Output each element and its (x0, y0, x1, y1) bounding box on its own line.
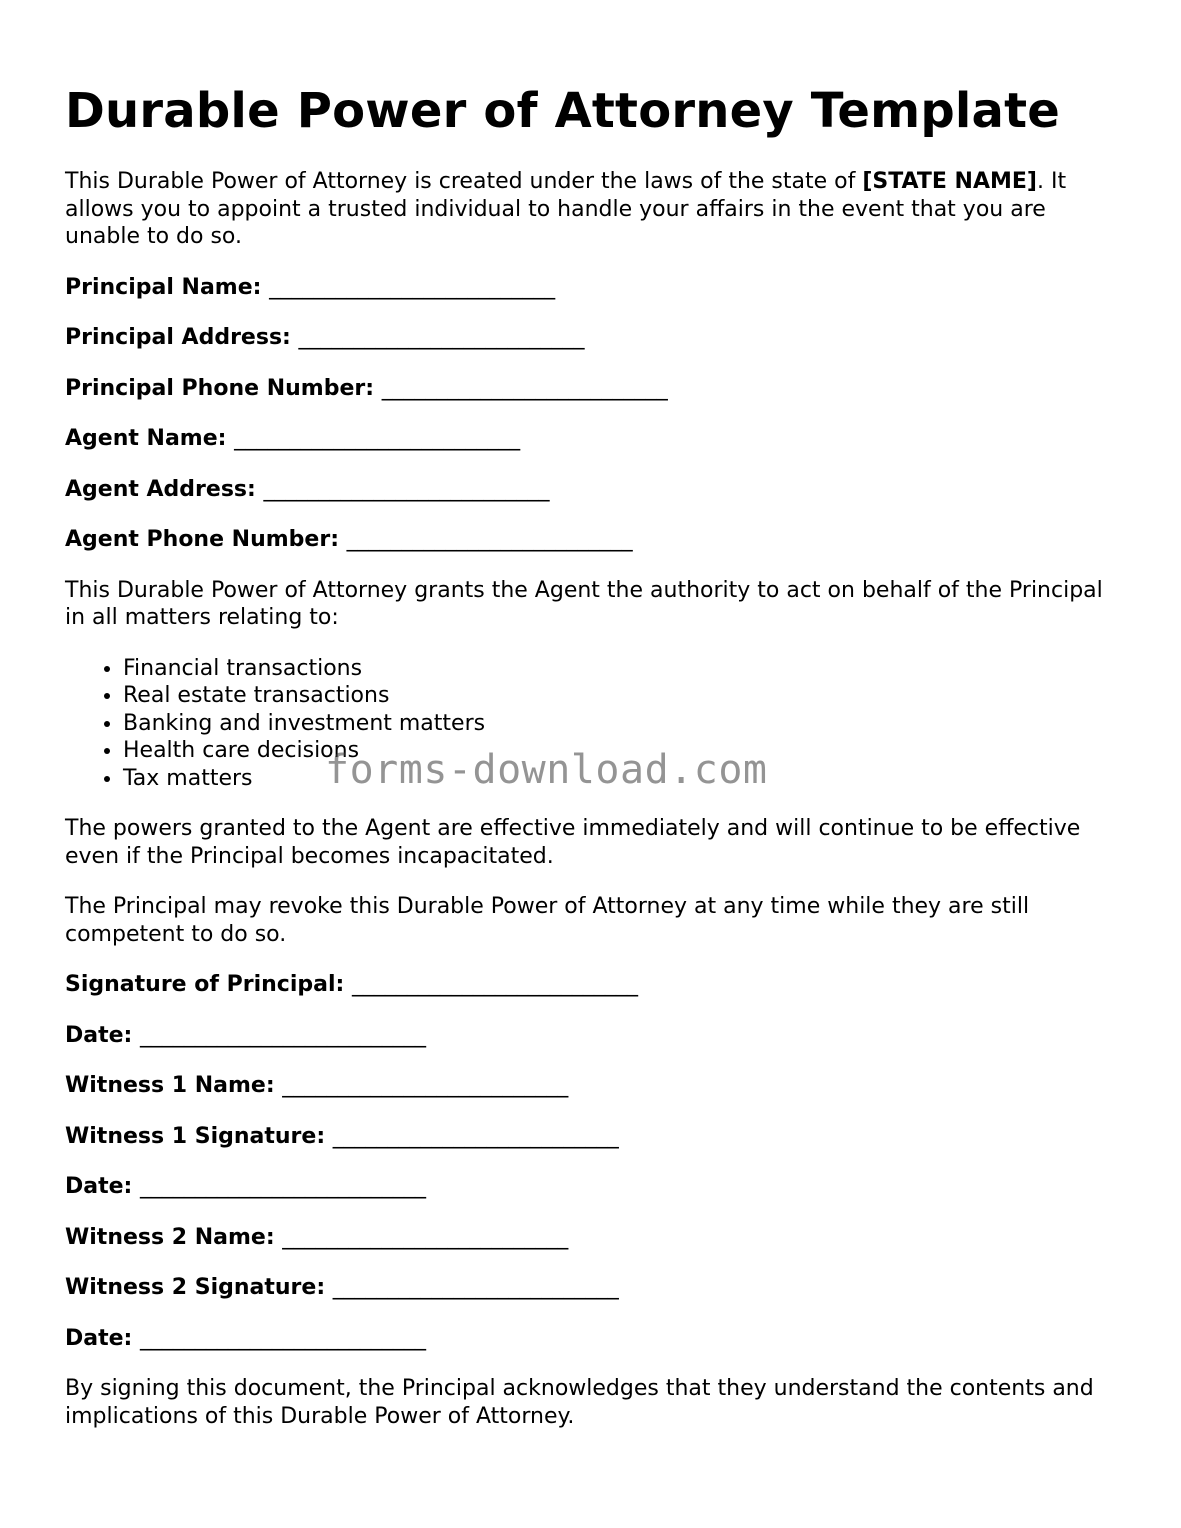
list-item: • Banking and investment matters (123, 710, 1125, 738)
field-blank[interactable]: __________________________ (140, 1174, 427, 1199)
field-label: Witness 2 Name: (65, 1224, 275, 1250)
field-label: Witness 1 Signature: (65, 1123, 326, 1149)
principal-address-field[interactable] (65, 324, 1125, 352)
field-label: Date: (65, 1174, 133, 1199)
list-item: • Tax matters (123, 765, 1125, 793)
agent-name-field[interactable] (65, 425, 1125, 453)
field-label: Agent Phone Number: (65, 527, 339, 552)
witness-2-signature-field[interactable] (65, 1274, 1125, 1302)
field-blank[interactable]: __________________________ (282, 1073, 569, 1098)
intro-text-before: This Durable Power of Attorney is created under the laws of the state of (65, 169, 863, 194)
field-blank[interactable]: __________________________ (269, 274, 556, 300)
state-name-placeholder: [STATE NAME] (862, 169, 1037, 194)
field-label: Principal Name: (65, 274, 262, 300)
witness-2-date-field[interactable] (65, 1325, 1125, 1353)
intro-paragraph (65, 168, 1125, 251)
field-blank[interactable]: __________________________ (351, 972, 638, 997)
field-blank[interactable]: __________________________ (263, 476, 550, 502)
document-title: Durable Power of Attorney Template (65, 83, 1061, 139)
witness-1-date-field[interactable] (65, 1173, 1125, 1201)
effective-paragraph: The powers granted to the Agent are effective immediately and will continue to be effective even if the Principal becomes incapacitated. (65, 816, 1081, 869)
field-blank[interactable]: __________________________ (282, 1224, 569, 1250)
field-label: Signature of Principal: (65, 972, 345, 997)
field-label: Witness 1 Name: (65, 1073, 275, 1098)
field-blank[interactable]: __________________________ (140, 1325, 427, 1351)
field-blank[interactable]: __________________________ (332, 1275, 619, 1300)
witness-1-name-field[interactable] (65, 1072, 1125, 1100)
grant-paragraph: This Durable Power of Attorney grants the Agent the authority to act on behalf of the Principal in all matters relating to: (65, 577, 1103, 630)
field-label: Principal Address: (65, 325, 291, 350)
field-label: Date: (65, 1325, 133, 1351)
list-item: • Financial transactions (123, 655, 1125, 683)
field-label: Agent Address: (65, 476, 256, 502)
field-blank[interactable]: __________________________ (298, 325, 585, 350)
closing-paragraph: By signing this document, the Principal acknowledges that they understand the contents and implications of this Durable Power of Attorney. (65, 1376, 1094, 1429)
witness-1-signature-field[interactable] (65, 1123, 1125, 1151)
field-blank[interactable]: __________________________ (346, 527, 633, 552)
field-blank[interactable]: __________________________ (332, 1123, 619, 1149)
field-label: Principal Phone Number: (65, 375, 375, 401)
revoke-paragraph: The Principal may revoke this Durable Power of Attorney at any time while they are still competent to do so. (65, 894, 1030, 947)
field-blank[interactable]: __________________________ (234, 426, 521, 451)
agent-address-field[interactable] (65, 476, 1125, 504)
principal-date-field[interactable] (65, 1022, 1125, 1050)
principal-phone-field[interactable] (65, 375, 1125, 403)
field-blank[interactable]: __________________________ (381, 375, 668, 401)
field-blank[interactable]: __________________________ (140, 1022, 427, 1048)
field-label: Date: (65, 1022, 133, 1048)
watermark: forms-download.com (325, 747, 768, 793)
list-item: • Real estate transactions (123, 682, 1125, 710)
intro-text-after: . It allows you to appoint a trusted individual to handle your affairs in the event that you are unable to do so. (65, 169, 1067, 249)
witness-2-name-field[interactable] (65, 1224, 1125, 1252)
agent-phone-field[interactable] (65, 526, 1125, 554)
field-label: Agent Name: (65, 426, 227, 451)
principal-name-field[interactable] (65, 274, 1125, 302)
field-label: Witness 2 Signature: (65, 1275, 326, 1300)
list-item: • Health care decisions (123, 737, 1125, 765)
principal-signature-field[interactable] (65, 971, 1125, 999)
